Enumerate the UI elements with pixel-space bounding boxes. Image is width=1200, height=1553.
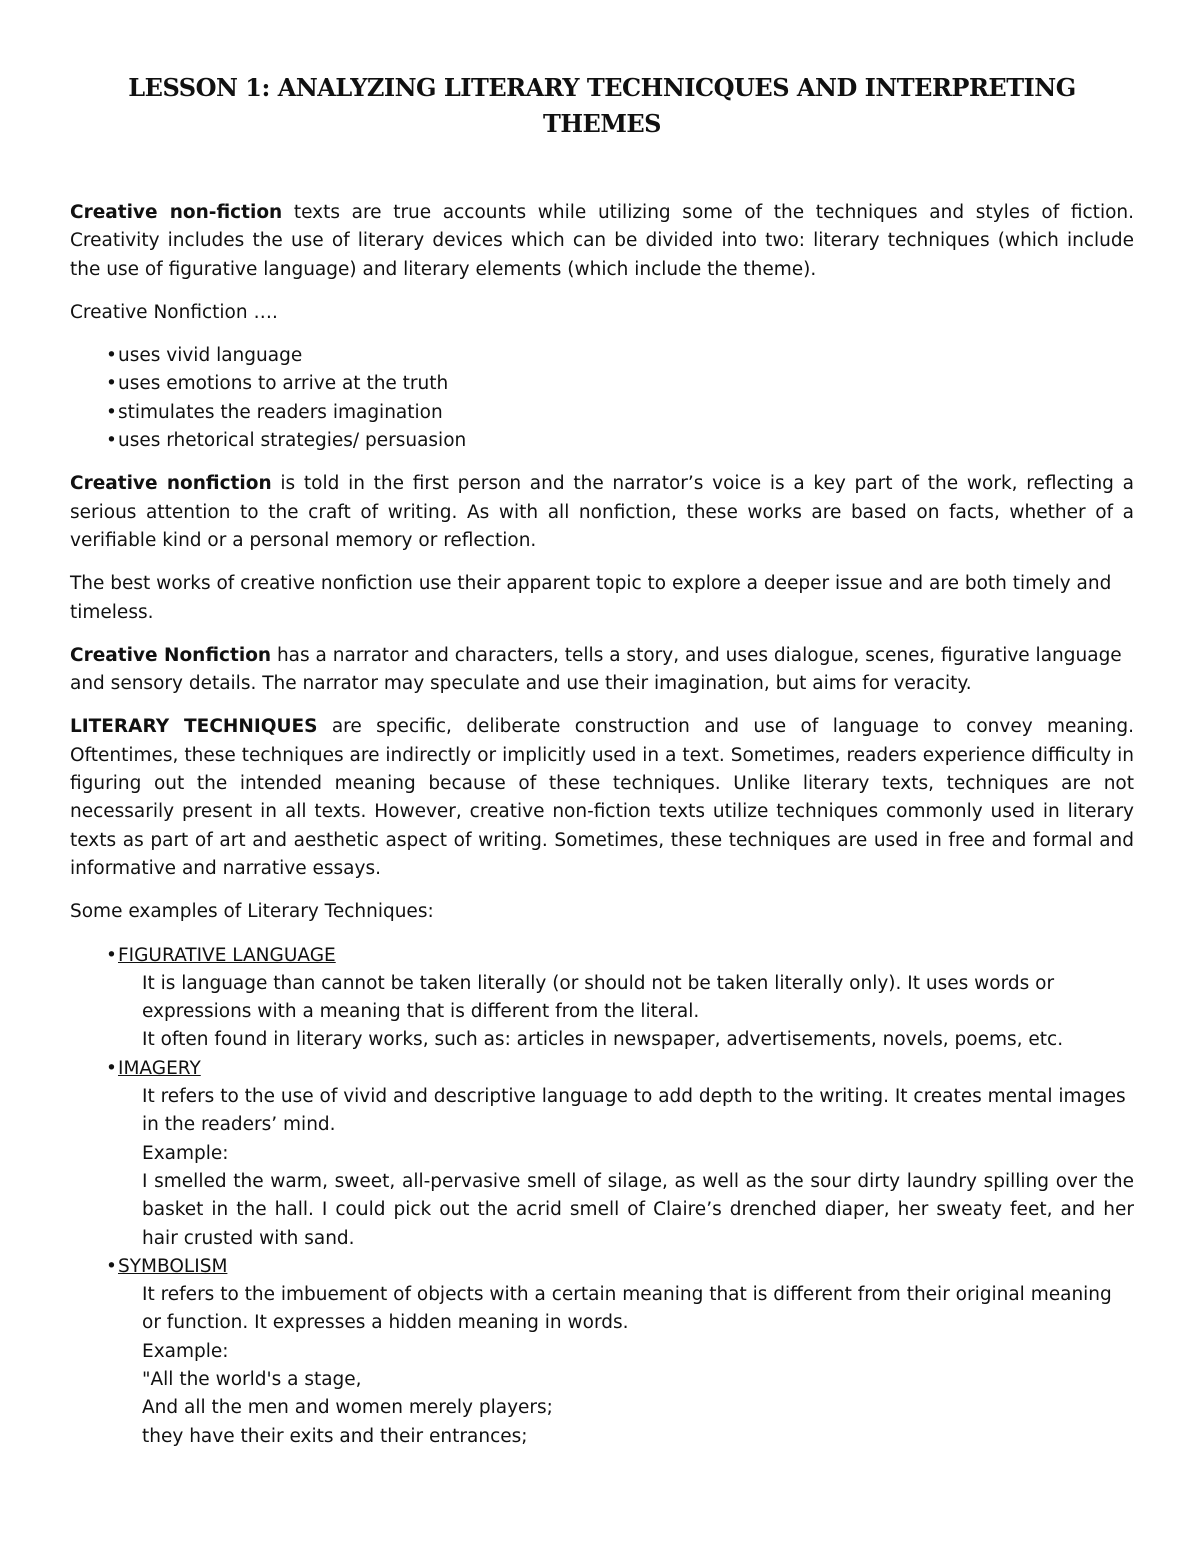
examples-label: Some examples of Literary Techniques: bbox=[70, 901, 434, 923]
techniques-text: are specific, deliberate construction and use of language to convey meaning. Oftentimes, these techniques are indirectly or implicitly used in a text. Sometimes, readers experience difficulty in figuring out the intended meaning because of these techniques. Unlike literary texts, techniques are not necessarily present in all texts. However, creative non-fiction texts utilize techniques commonly used in literary texts as part of art and aesthetic aspect of writing. Sometimes, these techniques are used in free and formal and informative and narrative essays. bbox=[70, 716, 1134, 879]
first-person-lead: Creative nonfiction bbox=[70, 473, 272, 495]
bullet-icon: • bbox=[106, 1255, 117, 1277]
bullet-icon: • bbox=[106, 373, 117, 395]
technique-line: And all the men and women merely players; bbox=[142, 1397, 553, 1419]
intro-lead: Creative non-fiction bbox=[70, 202, 283, 223]
technique-body bbox=[106, 1083, 1134, 1253]
technique-figurative-language bbox=[106, 942, 1134, 1055]
technique-line: "All the world's a stage, bbox=[142, 1368, 362, 1390]
page-title: LESSON 1: ANALYZING LITERARY TECHNICQUES AND INTERPRETING THEMES bbox=[128, 73, 1076, 138]
list-item: •uses vivid language bbox=[106, 342, 1134, 370]
intro-paragraph bbox=[70, 199, 1134, 284]
technique-heading: IMAGERY bbox=[118, 1057, 201, 1079]
technique-line: It often found in literary works, such as: articles in newspaper, advertisements, novels, poems, etc. bbox=[142, 1029, 1064, 1051]
technique-heading: SYMBOLISM bbox=[118, 1255, 228, 1277]
techniques-lead: LITERARY TECHNIQUES bbox=[70, 716, 318, 738]
cnf-bullet-list bbox=[70, 342, 1134, 455]
first-person-paragraph bbox=[70, 470, 1134, 555]
bullet-icon: • bbox=[106, 401, 117, 423]
technique-symbolism bbox=[106, 1253, 1134, 1451]
intro-text: texts are true accounts while utilizing some of the techniques and styles of fiction. Creativity includes the use of literary devices which can be divided into two: literary techniques (which include the use of figurative language) and literary elements (which include the theme). bbox=[70, 202, 1135, 280]
technique-line: Example: bbox=[142, 1340, 229, 1362]
techniques-paragraph bbox=[70, 713, 1134, 883]
technique-line: It refers to the imbuement of objects with a certain meaning that is different from their original meaning or function. It expresses a hidden meaning in words. bbox=[142, 1284, 1112, 1334]
technique-body bbox=[106, 1281, 1134, 1451]
narrator-lead: Creative Nonfiction bbox=[70, 644, 272, 666]
best-works-paragraph: The best works of creative nonfiction use their apparent topic to explore a deeper issue and are both timely and timeless. bbox=[70, 573, 1112, 623]
technique-line: Example: bbox=[142, 1142, 229, 1164]
narrator-paragraph bbox=[70, 642, 1134, 699]
bullet-icon: • bbox=[106, 944, 117, 966]
bullet-icon: • bbox=[106, 430, 117, 452]
technique-line: It is language than cannot be taken literally (or should not be taken literally only). It uses words or expressions with a meaning that is different from the literal. bbox=[142, 972, 1055, 1023]
list-item: •stimulates the readers imagination bbox=[106, 399, 1134, 427]
technique-line: It refers to the use of vivid and descriptive language to add depth to the writing. It creates mental images in the readers’ mind. bbox=[142, 1086, 1126, 1136]
list-item: •uses rhetorical strategies/ persuasion bbox=[106, 427, 1134, 455]
narrator-text: has a narrator and characters, tells a story, and uses dialogue, scenes, figurative language and sensory details. The narrator may speculate and use their imagination, but aims for veracity. bbox=[70, 644, 1122, 695]
technique-body bbox=[106, 970, 1134, 1055]
technique-list bbox=[70, 942, 1134, 1451]
document-body bbox=[70, 199, 1134, 1451]
technique-line: they have their exits and their entrances; bbox=[142, 1425, 528, 1447]
cnf-label: Creative Nonfiction …. bbox=[70, 301, 278, 323]
list-item: •uses emotions to arrive at the truth bbox=[106, 370, 1134, 398]
bullet-icon: • bbox=[106, 1057, 117, 1079]
technique-line: I smelled the warm, sweet, all-pervasive smell of silage, as well as the sour dirty laundry spilling over the basket in the hall. I could pick out the acrid smell of Claire’s drenched diaper, her sweaty feet, and her hair crusted with sand. bbox=[142, 1170, 1134, 1249]
technique-heading: FIGURATIVE LANGUAGE bbox=[118, 944, 336, 966]
technique-imagery bbox=[106, 1055, 1134, 1253]
bullet-icon: • bbox=[106, 345, 117, 367]
first-person-text: is told in the first person and the narrator’s voice is a key part of the work, reflecting a serious attention to the craft of writing. As with all nonfiction, these works are based on facts, whether of a verifiable kind or a personal memory or reflection. bbox=[70, 473, 1134, 551]
